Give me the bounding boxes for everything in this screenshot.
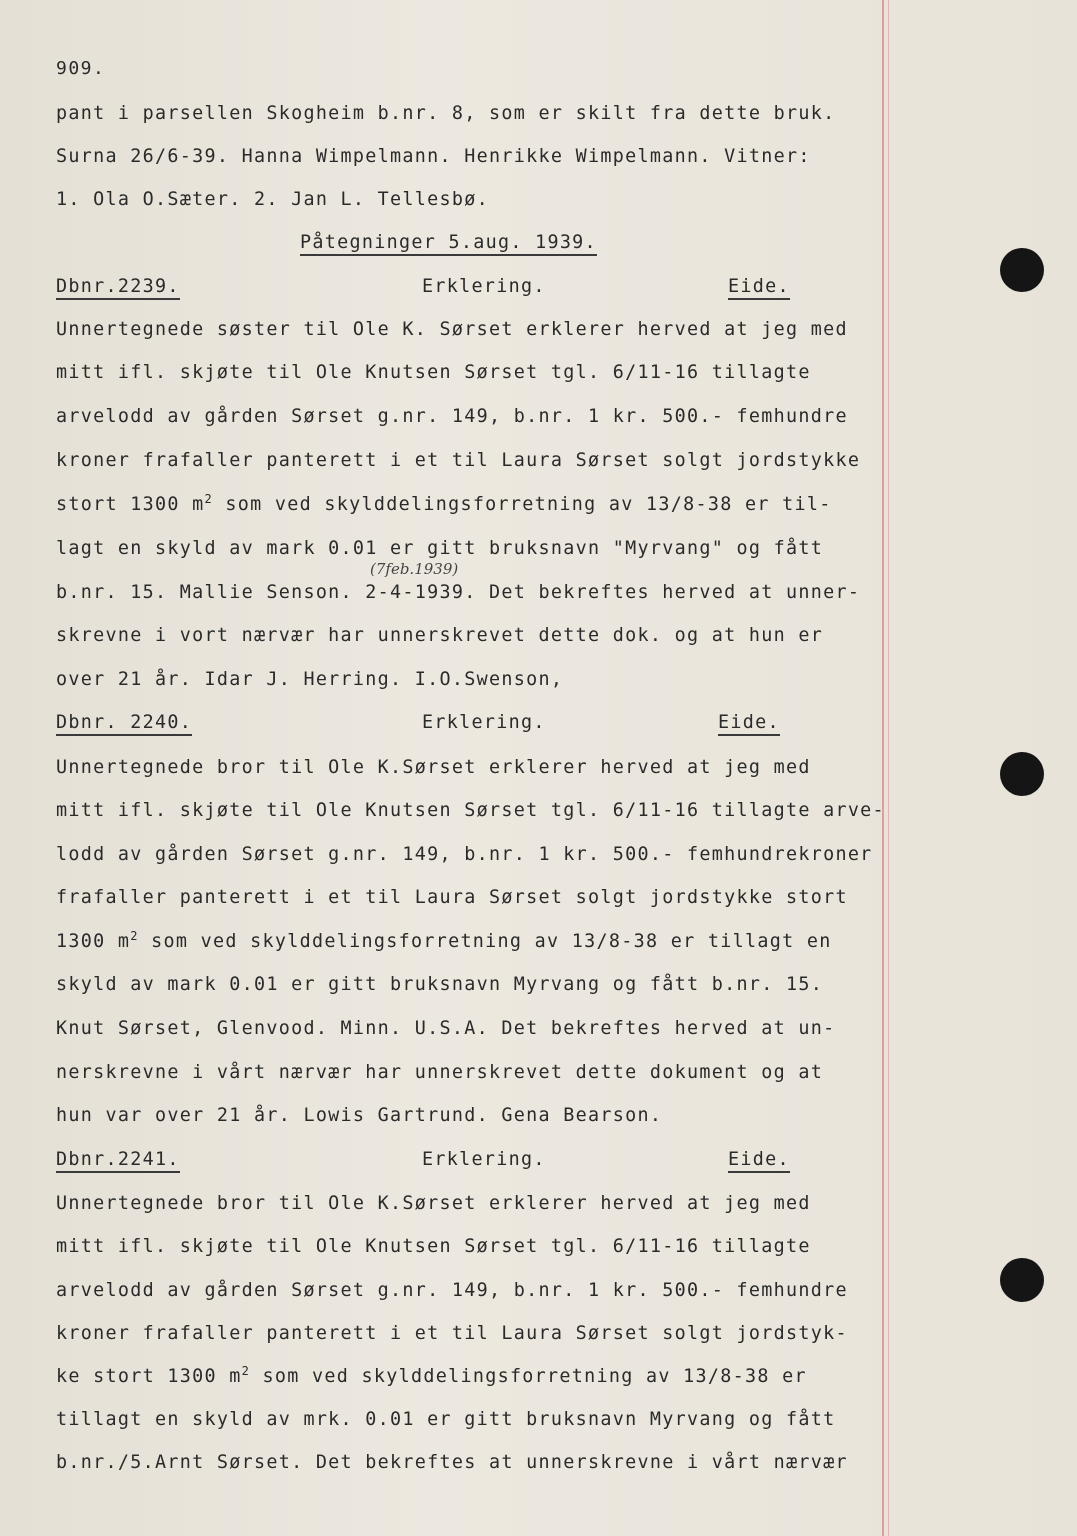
punch-hole xyxy=(1000,752,1044,796)
text-line: pant i parsellen Skogheim b.nr. 8, som er skilt fra dette bruk. xyxy=(56,103,836,124)
text-line: skrevne i vort nærvær har unnerskrevet dette dok. og at hun er xyxy=(56,625,824,646)
text-line: hun var over 21 år. Lowis Gartrund. Gena Bearson. xyxy=(56,1105,663,1126)
handwritten-note: (7feb.1939) xyxy=(370,560,459,578)
margin-rule xyxy=(882,0,884,1536)
text-line: 1. Ola O.Sæter. 2. Jan L. Tellesbø. xyxy=(56,189,490,210)
text-line: kroner frafaller panterett i et til Laura Sørset solgt jordstykke xyxy=(56,450,861,471)
text-line: kroner frafaller panterett i et til Laura Sørset solgt jordstyk- xyxy=(56,1323,848,1344)
entry-type: Erklering. xyxy=(422,1149,546,1170)
text-line: mitt ifl. skjøte til Ole Knutsen Sørset tgl. 6/11-16 tillagte arve- xyxy=(56,800,885,821)
text-line: skyld av mark 0.01 er gitt bruksnavn Myrvang og fått b.nr. 15. xyxy=(56,974,824,995)
text-line: stort 1300 $m^2$ som ved skylddelingsforretning av 13/8-38 er til- xyxy=(56,491,832,515)
entry-place: Eide. xyxy=(728,1149,790,1173)
entry-number: Dbnr. 2240. xyxy=(56,712,192,736)
entry-place: Eide. xyxy=(718,712,780,736)
text-line: tillagt en skyld av mrk. 0.01 er gitt bruksnavn Myrvang og fått xyxy=(56,1409,836,1430)
text-line: lodd av gården Sørset g.nr. 149, b.nr. 1 kr. 500.- femhundrekroner xyxy=(56,844,873,865)
text-line: Unnertegnede bror til Ole K.Sørset erklerer herved at jeg med xyxy=(56,757,811,778)
text-line: arvelodd av gården Sørset g.nr. 149, b.nr. 1 kr. 500.- femhundre xyxy=(56,406,848,427)
entry-place: Eide. xyxy=(728,276,790,300)
entry-type: Erklering. xyxy=(422,712,546,733)
text-line: ke stort 1300 $m^2$ som ved skylddelingsforretning av 13/8-38 er xyxy=(56,1363,807,1387)
text-line: Unnertegnede søster til Ole K. Sørset erklerer herved at jeg med xyxy=(56,319,848,340)
page-number: 909. xyxy=(56,58,106,79)
text-line: Knut Sørset, Glenvood. Minn. U.S.A. Det bekreftes herved at un- xyxy=(56,1018,836,1039)
margin-rule-secondary xyxy=(888,0,889,1536)
text-line: Unnertegnede bror til Ole K.Sørset erklerer herved at jeg med xyxy=(56,1193,811,1214)
text-line: arvelodd av gården Sørset g.nr. 149, b.nr. 1 kr. 500.- femhundre xyxy=(56,1280,848,1301)
text-line: over 21 år. Idar J. Herring. I.O.Swenson, xyxy=(56,669,564,690)
text-line: nerskrevne i vårt nærvær har unnerskrevet dette dokument og at xyxy=(56,1062,824,1083)
text-line: mitt ifl. skjøte til Ole Knutsen Sørset tgl. 6/11-16 tillagte xyxy=(56,1236,811,1257)
punch-hole xyxy=(1000,1258,1044,1302)
text-line: b.nr./5.Arnt Sørset. Det bekreftes at unnerskrevne i vårt nærvær xyxy=(56,1452,848,1473)
section-title: Påtegninger 5.aug. 1939. xyxy=(300,232,597,256)
text-line: 1300 $m^2$ som ved skylddelingsforretning av 13/8-38 er tillagt en xyxy=(56,928,832,952)
text-line: frafaller panterett i et til Laura Sørset solgt jordstykke stort xyxy=(56,887,848,908)
entry-number: Dbnr.2239. xyxy=(56,276,180,300)
text-line: b.nr. 15. Mallie Senson. 2-4-1939. Det bekreftes herved at unner- xyxy=(56,582,861,603)
entry-type: Erklering. xyxy=(422,276,546,297)
entry-number: Dbnr.2241. xyxy=(56,1149,180,1173)
punch-hole xyxy=(1000,248,1044,292)
text-line: lagt en skyld av mark 0.01 er gitt bruksnavn "Myrvang" og fått xyxy=(56,538,824,559)
text-line: mitt ifl. skjøte til Ole Knutsen Sørset tgl. 6/11-16 tillagte xyxy=(56,362,811,383)
text-line: Surna 26/6-39. Hanna Wimpelmann. Henrikke Wimpelmann. Vitner: xyxy=(56,146,811,167)
